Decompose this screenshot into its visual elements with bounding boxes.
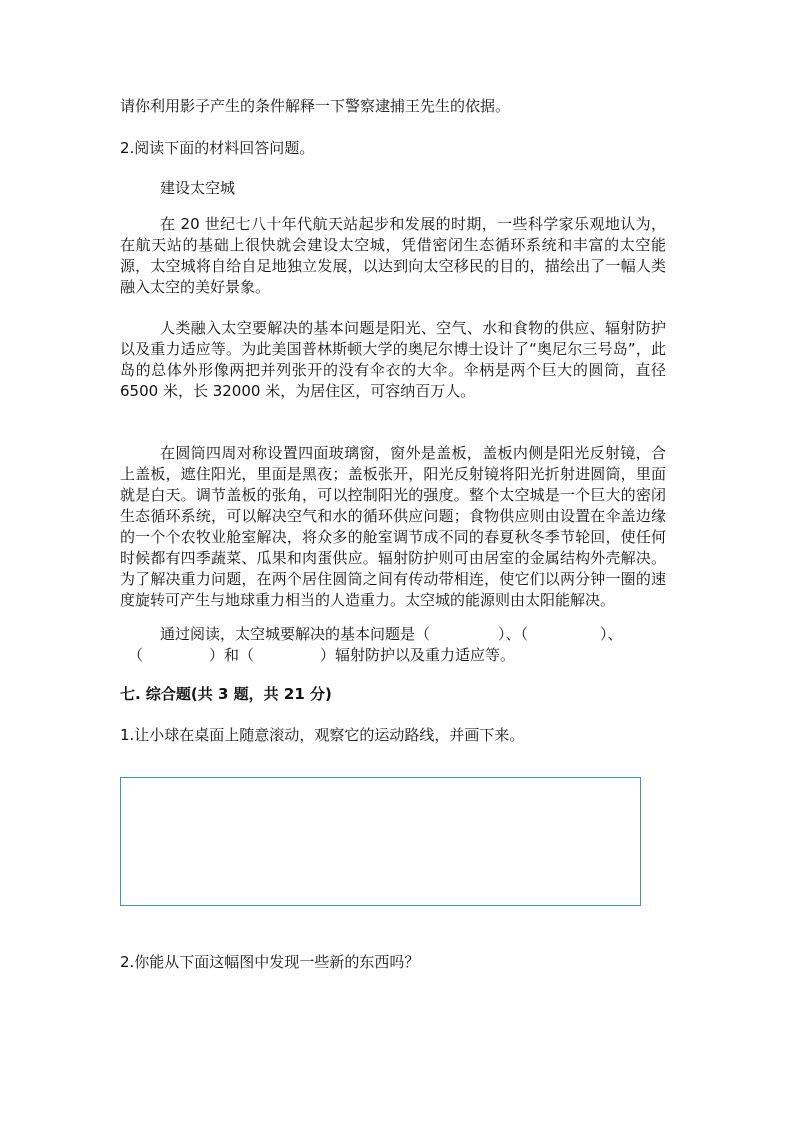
section-7-question-1: 1.让小球在桌面上随意滚动，观察它的运动路线，并画下来。 [120,726,525,744]
drawing-answer-box[interactable] [120,777,641,906]
section-7-question-2: 2.你能从下面这幅图中发现一些新的东西吗？ [120,953,420,971]
fill-question-separator: ）、（ [498,625,529,643]
article-paragraph-3: 在圆筒四周对称设置四面玻璃窗，窗外是盖板，盖板内侧是阳光反射镜，合上盖板，遮住阳光，里面是黑夜；盖板张开，阳光反射镜将阳光折射进圆筒，里面就是白天。调节盖板的张角，可以控制阳光的强度。整个太空城是一个巨大的密闭生态循环系统，可以解决空气和水的循环供应问题；食物供应则由设置在伞盖边缘的一个个农牧业舱室解决，将众多的舱室调节成不同的春夏秋冬季节轮回，使任何时候都有四季蔬菜、瓜果和肉蛋供应。辐射防护则可由居室的金属结构外壳解决。为了解决重力问题，在两个居住圆筒之间有传动带相连，使它们以两分钟一圈的速度旋转可产生与地球重力相当的人造重力。太空城的能源则由太阳能解决。 [120,444,666,609]
fill-question-open-paren: （ [128,646,144,664]
fill-question-line-2 [128,646,515,664]
fill-question-lead: 通过阅读，太空城要解决的基本问题是（ [160,625,431,643]
section-7-heading: 七. 综合题(共 3 题，共 21 分) [120,685,332,703]
fill-question-line-1 [160,625,623,643]
article-title: 建设太空城 [160,179,236,197]
fill-question-close-paren: ）、 [600,625,623,643]
question-2-prompt: 2.阅读下面的材料回答问题。 [120,139,315,157]
fill-question-and: ）和（ [209,646,255,664]
intro-question-line: 请你利用影子产生的条件解释一下警察逮捕王先生的依据。 [120,97,511,115]
fill-question-tail: ）辐射防护以及重力适应等。 [320,646,516,664]
article-paragraph-1: 在 20 世纪七八十年代航天站起步和发展的时期，一些科学家乐观地认为，在航天站的基础上很快就会建设太空城，凭借密闭生态循环系统和丰富的太空能源，太空城将自给自足地独立发展，以达到向太空移民的目的，描绘出了一幅人类融入太空的美好景象。 [120,215,666,296]
article-paragraph-2: 人类融入太空要解决的基本问题是阳光、空气、水和食物的供应、辐射防护以及重力适应等。为此美国普林斯顿大学的奥尼尔博士设计了“奥尼尔三号岛”，此岛的总体外形像两把并列张开的没有伞衣的大伞。伞柄是两个巨大的圆筒，直径 6500 米，长 32000 米，为居住区，可容纳百万人。 [120,319,666,400]
